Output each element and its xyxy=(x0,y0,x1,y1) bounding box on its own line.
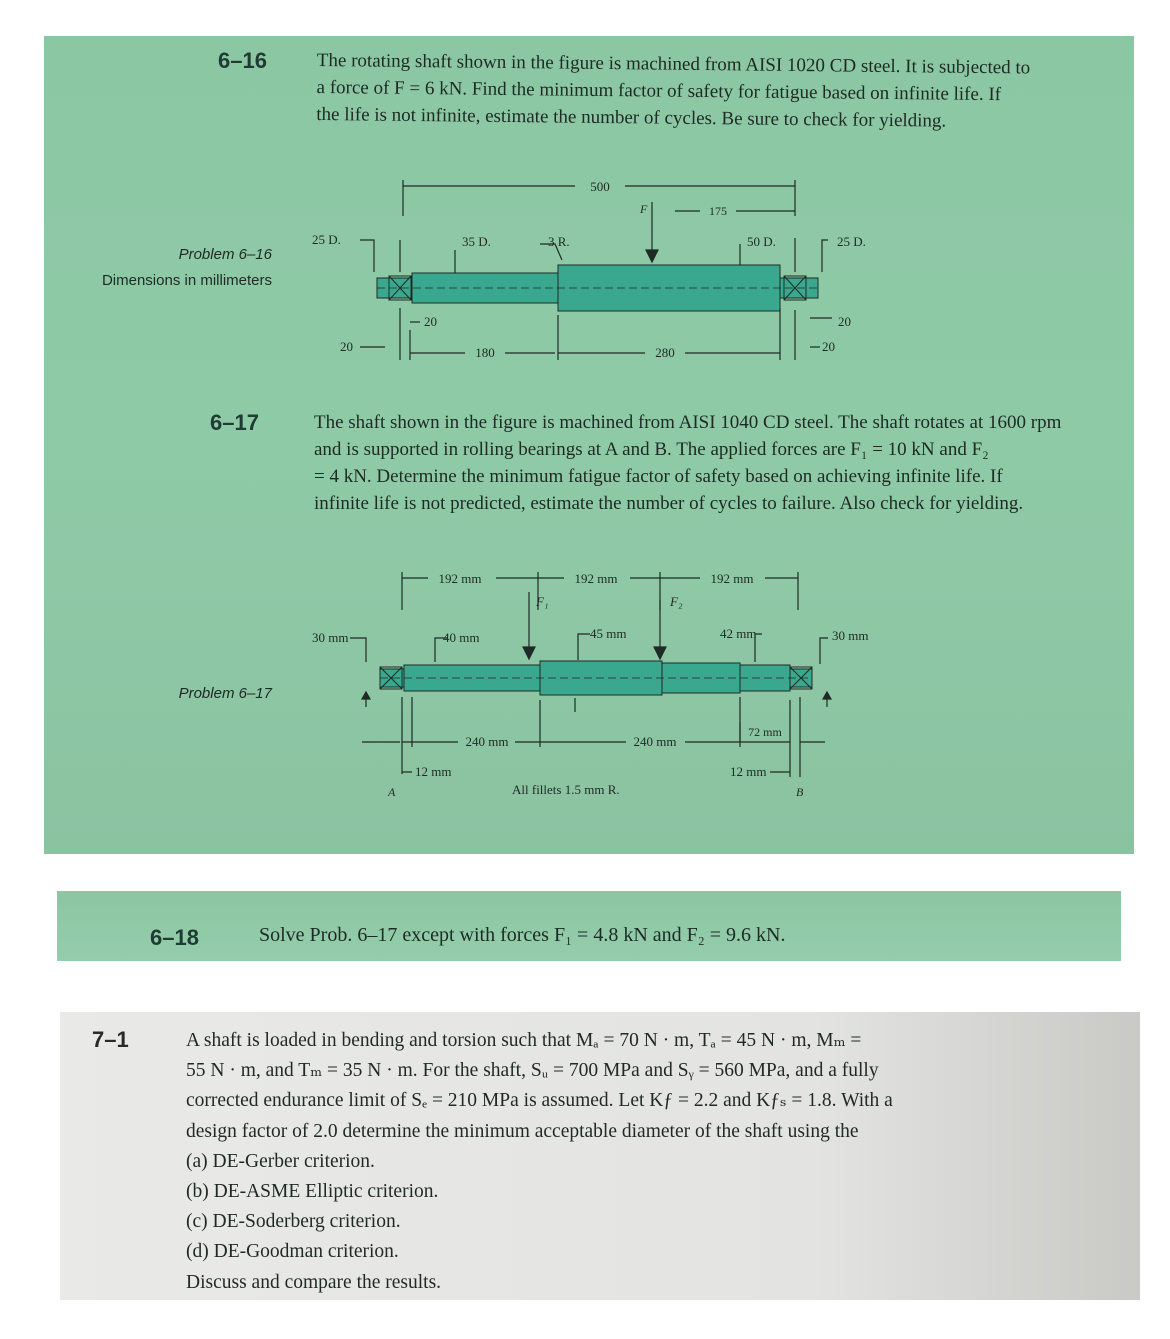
span-192-1: 192 mm xyxy=(438,571,482,586)
dim-20-b: 20 xyxy=(340,339,353,354)
p71-closing: Discuss and compare the results. xyxy=(186,1271,442,1293)
force-f2-label: F₂ xyxy=(670,594,683,609)
problem-label-6-16: Problem 6–16 xyxy=(178,246,272,263)
force-label-f: F xyxy=(640,202,648,216)
dia-25-left: 25 D. xyxy=(312,232,341,247)
length-72: 72 mm xyxy=(748,725,782,739)
span-192-2: 192 mm xyxy=(574,571,618,586)
dim-280: 280 xyxy=(655,345,675,360)
radius-3: 3 R. xyxy=(548,234,570,249)
force-f1-label: F₁ xyxy=(536,594,549,609)
bearing-a-label: A xyxy=(388,785,396,799)
p71-line-1: A shaft is loaded in bending and torsion such that Mₐ = 70 N · m, Tₐ = 45 N · m, Mₘ = xyxy=(186,1030,862,1051)
p71-part-d: (d) DE-Goodman criterion. xyxy=(186,1241,399,1263)
p16-line-2: a force of F = 6 kN. Find the minimum factor of safety for fatigue based on infinite life. If xyxy=(316,76,1002,106)
shaft-figure-6-17 xyxy=(300,562,900,802)
dim-20-c: 20 xyxy=(838,314,851,329)
length-240-b: 240 mm xyxy=(633,734,677,749)
p71-line-2: 55 N · m, and Tₘ = 35 N · m. For the shaft, Sᵤ = 700 MPa and Sᵧ = 560 MPa, and a fully xyxy=(186,1060,879,1082)
dimensions-note: Dimensions in millimeters xyxy=(101,272,272,289)
shaft-figure-6-16 xyxy=(300,170,900,370)
p71-line-4: design factor of 2.0 determine the minimum acceptable diameter of the shaft using the xyxy=(186,1120,859,1142)
dim-175: 175 xyxy=(709,204,727,218)
problem-number-6-17: 6–17 xyxy=(210,410,259,435)
problem-6-16-text xyxy=(316,47,1030,135)
dia-40: 40 mm xyxy=(443,630,480,645)
bearing-b-label: B xyxy=(796,785,804,799)
p17-line-4: infinite life is not predicted, estimate the number of cycles to failure. Also check for yielding. xyxy=(314,493,1024,514)
problem-number-6-16: 6–16 xyxy=(218,48,267,73)
problem-7-1-text xyxy=(186,1026,893,1298)
dia-30-left: 30 mm xyxy=(312,630,349,645)
span-192-3: 192 mm xyxy=(710,571,754,586)
p71-part-b: (b) DE-ASME Elliptic criterion. xyxy=(186,1181,439,1203)
problem-6-17-text xyxy=(314,409,1061,517)
dia-45: 45 mm xyxy=(590,626,627,641)
shaft-6-16 xyxy=(377,265,818,311)
problem-number-7-1: 7–1 xyxy=(92,1027,129,1052)
dia-30-right: 30 mm xyxy=(832,628,869,643)
problem-number-6-18: 6–18 xyxy=(150,925,199,950)
p17-line-2: and is supported in rolling bearings at A and B. The applied forces are F₁ = 10 kN and F₂ xyxy=(314,439,989,460)
dim-20-d: 20 xyxy=(822,339,835,354)
problem-6-18-text: Solve Prob. 6–17 except with forces F₁ = 4.8 kN and F₂ = 9.6 kN. xyxy=(259,924,786,946)
p16-line-3: the life is not infinite, estimate the number of cycles. Be sure to check for yielding. xyxy=(316,103,947,132)
dim-500: 500 xyxy=(590,179,610,194)
dia-25-right: 25 D. xyxy=(837,234,866,249)
dim-20-a: 20 xyxy=(424,314,437,329)
p71-part-c: (c) DE-Soderberg criterion. xyxy=(186,1211,401,1233)
dia-50: 50 D. xyxy=(747,234,776,249)
p71-line-3: corrected endurance limit of Sₑ = 210 MPa is assumed. Let Kƒ = 2.2 and Kƒₛ = 1.8. With a xyxy=(186,1090,893,1112)
p71-part-a: (a) DE-Gerber criterion. xyxy=(186,1150,375,1172)
dia-35: 35 D. xyxy=(462,234,491,249)
shaft-6-17 xyxy=(380,661,812,695)
length-240-a: 240 mm xyxy=(465,734,509,749)
length-12-a: 12 mm xyxy=(415,764,452,779)
dim-180: 180 xyxy=(475,345,495,360)
p17-line-1: The shaft shown in the figure is machined from AISI 1040 CD steel. The shaft rotates at 1600 rpm xyxy=(314,412,1062,433)
length-12-b: 12 mm xyxy=(730,764,767,779)
dia-42: 42 mm xyxy=(720,626,757,641)
p17-line-3: = 4 kN. Determine the minimum fatigue factor of safety based on achieving infinite life. If xyxy=(314,466,1003,487)
p16-line-1: The rotating shaft shown in the figure is machined from AISI 1020 CD steel. It is subjected to xyxy=(316,49,1031,79)
fillet-note: All fillets 1.5 mm R. xyxy=(512,782,620,797)
problem-label-6-17: Problem 6–17 xyxy=(178,685,272,702)
